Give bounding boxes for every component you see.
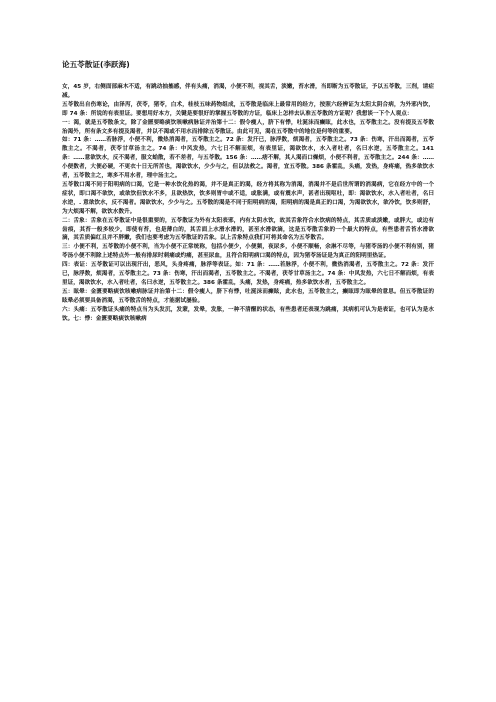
paragraph: 女，45 岁，右侧面部麻木不适，有跳动抽搐感，伴有头痛，消渴，小便不利，视其舌，淡嫩，苔水滑，当即断为五苓散证，予以五苓散，三剂，请症减。 (62, 84, 434, 99)
paragraph: 五苓散出自伤寒论，由泽泻，茯苓，猪苓，白术，桂枝五味药物组成，五苓散是临床上最常用的经方，按照六经辨证为太阳太阴合病，为外邪内饮，即 74 条：所说的有表里证。要想用好本方，关键是要很好的掌握五苓散的方证，临床上怎样去认准五苓散的方证呢？我想谈一下个人观点： (62, 101, 434, 117)
paragraph: 五：眩晕：金匮要略痰饮咳嗽病脉证并治第十二：假令瘦人，脐下有悸，吐涎沫而癫眩，此水也，五苓散主之，癫眩即为眩晕的意思。但五苓散证的眩晕必须要具备消渴，五苓散舌的特点，才能据试屡验。 (62, 288, 434, 304)
paragraph: 五苓散口渴不同于阳明病的口渴，它是一种水饮化热的渴，并不是真正的渴，经方将其称为消渴，消渴并不是后世所谓的消渴病，它在经方中的一个症状，即口渴不欲饮，或欲饮但饮水不多，且欲热饮，饮多则胃中或不适，或胀满，或有震水声，甚者出现呕吐，即：渴欲饮水，水入者吐者，名曰水逆，. 意欲饮水，反不渴者。渴欲饮水，少少与之。五苓散的渴是不同于阳明病的渴，阳明病的渴是真正的口渴，为渴欲饮水，欲冷饮，饮多则舒，为大烦渴不解，欲饮水数升。 (62, 181, 434, 215)
document-title: 论五苓散证(李跃海) (62, 60, 130, 69)
document-body (62, 83, 434, 323)
paragraph: 二：舌象：舌象在五苓散证中是很重要的，五苓散证为外有太阳表邪，内有太阴水饮，故其舌象符合水饮病的特点，其舌质或淡嫩，或胖大，或边有齿痕，其苔一般多较少，即使有苔，也是薄白的，其舌面上水滑水滑的，甚至水滑欲滴，这是五苓散舌象的一个最大的特点，有些患者舌苔水滑欲滴，其舌质偏红且并不胖嫩，我们也要考虑为五苓散证的舌象。以上舌象特点我们可将其命名为五苓散舌。 (62, 217, 434, 242)
document-page (62, 60, 434, 323)
paragraph: 三：小便不利，五苓散的小便不利，当为小便不正常统称，包括小便少，小便频，夜尿多，小便不顺畅，余淋不尽等，与猪苓汤的小便不利有别，猪苓汤小便不利除上述特点外一般有排尿时刺痛或灼痛，甚至尿血，且符合阳明病口渴的特点，因为猪苓汤证是为真正的阳明里热证。 (62, 244, 434, 260)
paragraph: 如：71 条：……若脉浮，小便不利，微热消渴者，五苓散主之。72 条：发汗已，脉浮数，烦渴者，五苓散主之。73 条：伤寒，汗出而渴者，五苓散主之。不渴者，茯苓甘草汤主之。74 条：中风发热，六七日不解而烦，有表里证，渴欲饮水，水入者吐者，名曰水逆，五苓散主之。141 条：……意欲饮水，反不渴者，服文蛤散，若不差者，与五苓散。156 条：……痞不解，其人渴而口燥烦，小便不利者，五苓散主之。244 条：……小便数者，大便必硬，不更衣十日无所苦也，渴欲饮水，少少与之，但以法救之。渴者，宜五苓散。386 条霍乱，头痛，发热，身疼痛，热多欲饮水者，五苓散主之，寒多不用水者，理中汤主之。 (62, 137, 434, 180)
paragraph: 六：头痛：五苓散证头痛的特点当为头发沉，发蒙，发晕，发胀，一种不清醒的状态，有些患者还表现为跳痛，其病机可认为是表证，也可认为是水饮。七：悸：金匮要略痰饮咳嗽病 (62, 306, 434, 322)
paragraph: 四：表证：五苓散证可以出现汗出，恶风，头身疼痛，脉浮等表证。如：71 条：……若脉浮，小便不利，微热消渴者，五苓散主之。72 条：发汗已，脉浮数，烦渴者，五苓散主之。73 条：伤寒，汗出而渴者，五苓散主之。不渴者，茯苓甘草汤主之。74 条：中风发热，六七日不解而烦，有表里证，渴欲饮水，水入者吐者，名曰水逆，五苓散主之。386 条霍乱，头痛，发热，身疼痛，热多欲饮水者，五苓散主之。 (62, 262, 434, 286)
paragraph: 一：渴，就是五苓散条文，除了金匮要略痰饮咳嗽病脉证并治第十二：假令瘦人，脐下有悸，吐涎沫而癫眩，此水也，五苓散主之。没有提及五苓散治渴外，所有条文多有提及渴者，并以不渴或不用水而排除五苓散证。由此可见，渴在五苓散中的地位是何等的重要。 (62, 119, 434, 135)
